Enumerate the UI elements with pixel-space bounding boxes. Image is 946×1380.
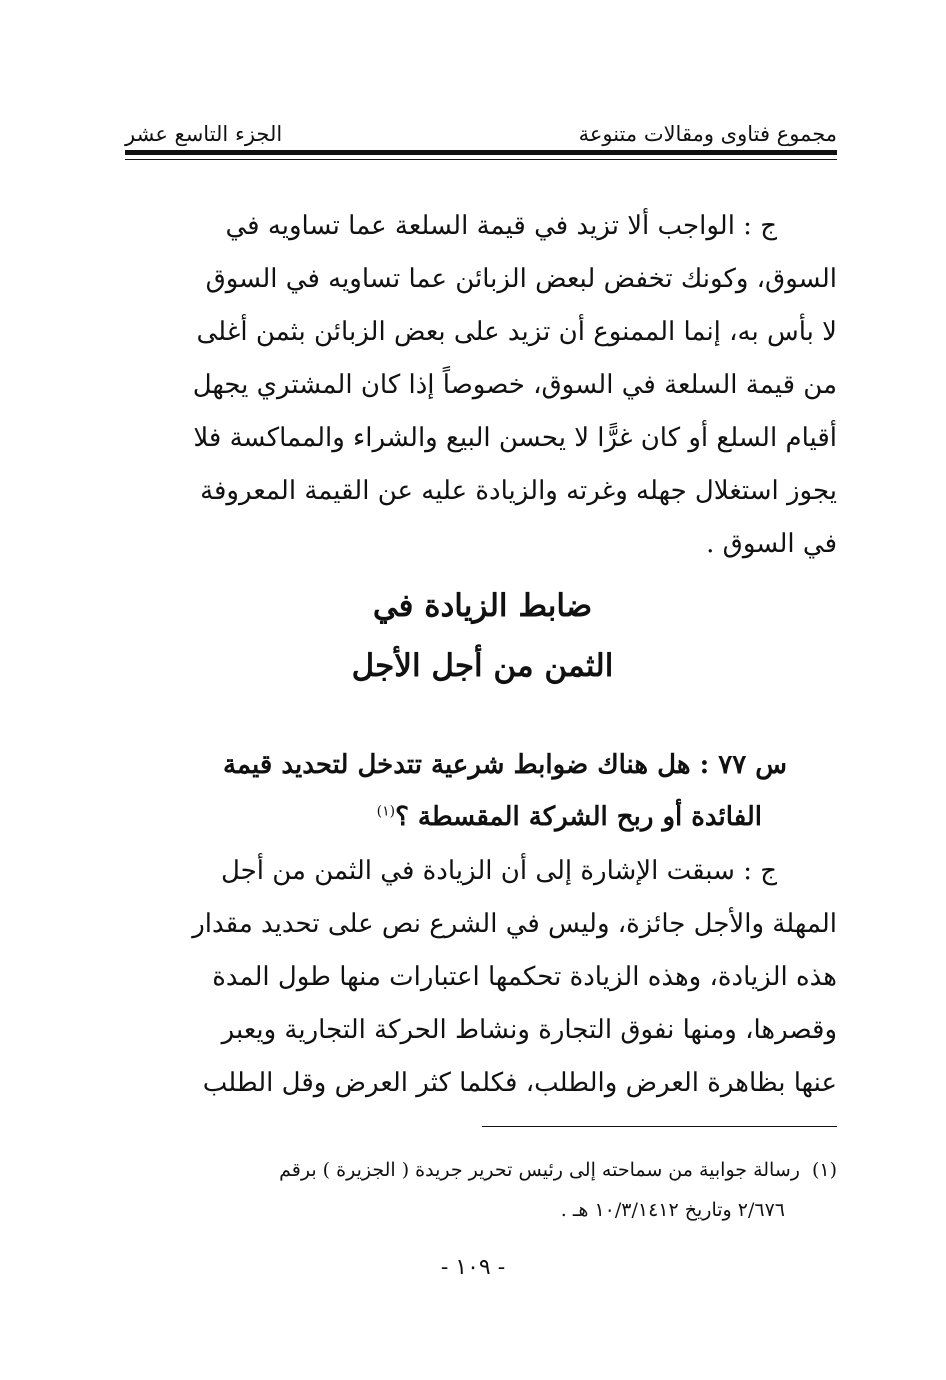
question-line-text: الفائدة أو ربح الشركة المقسطة ؟ — [395, 802, 762, 832]
answer-paragraph-2 — [128, 845, 837, 1110]
answer-paragraph-1 — [128, 200, 837, 571]
footnote-number: (١) — [811, 1159, 837, 1181]
running-header — [125, 108, 837, 146]
answer2-line: عنها بظاهرة العرض والطلب، فكلما كثر العرض وقل الطلب — [202, 1068, 837, 1098]
volume-part: الجزء التاسع عشر — [125, 122, 283, 146]
page-number: - ١٠٩ - — [440, 1255, 506, 1280]
answer1-line: السوق، وكونك تخفض لبعض الزبائن عما تساويه في السوق — [205, 264, 837, 294]
answer2-line: ج : سبقت الإشارة إلى أن الزيادة في الثمن من أجل — [220, 856, 777, 886]
answer1-line: في السوق . — [706, 529, 837, 559]
answer1-line: يجوز استغلال جهله وغرته والزيادة عليه عن القيمة المعروفة — [200, 476, 837, 506]
header-rule-thick — [125, 150, 837, 155]
answer1-line: ج : الواجب ألا تزيد في قيمة السلعة عما تساويه في — [225, 211, 777, 241]
question-line — [377, 802, 837, 832]
footnote-text-cont: ٢/٦٧٦ وتاريخ ١٠/٣/١٤١٢ هـ . — [560, 1199, 785, 1221]
header-rule-thin — [125, 159, 837, 160]
footnote-separator — [482, 1126, 837, 1127]
answer2-line: هذه الزيادة، وهذه الزيادة تحكمها اعتبارات منها طول المدة — [212, 962, 837, 992]
question-line: س ٧٧ : هل هناك ضوابط شرعية تتدخل لتحديد قيمة — [223, 750, 787, 780]
section-heading-line: الثمن من أجل الأجل — [351, 648, 614, 684]
footnote-ref: (١) — [376, 803, 396, 820]
answer2-line: المهلة والأجل جائزة، وليس في الشرع نص على تحديد مقدار — [192, 909, 837, 939]
question-77 — [128, 739, 837, 843]
answer1-line: من قيمة السلعة في السوق، خصوصاً إذا كان المشتري يجهل — [192, 370, 837, 400]
section-heading-line: ضابط الزيادة في — [372, 588, 593, 624]
footnote-text: رسالة جوابية من سماحته إلى رئيس تحرير جريدة ( الجزيرة ) برقم — [279, 1159, 800, 1181]
footnote — [125, 1150, 837, 1230]
answer1-line: لا بأس به، إنما الممنوع أن تزيد على بعض الزبائن بثمن أغلى — [196, 317, 837, 347]
answer1-line: أقيام السلع أو كان غرًّا لا يحسن البيع والشراء والمماكسة فلا — [193, 423, 837, 453]
answer2-line: وقصرها، ومنها نفوق التجارة ونشاط الحركة التجارية ويعبر — [221, 1015, 837, 1045]
book-title: مجموع فتاوى ومقالات متنوعة — [578, 122, 837, 146]
section-heading — [128, 576, 837, 696]
